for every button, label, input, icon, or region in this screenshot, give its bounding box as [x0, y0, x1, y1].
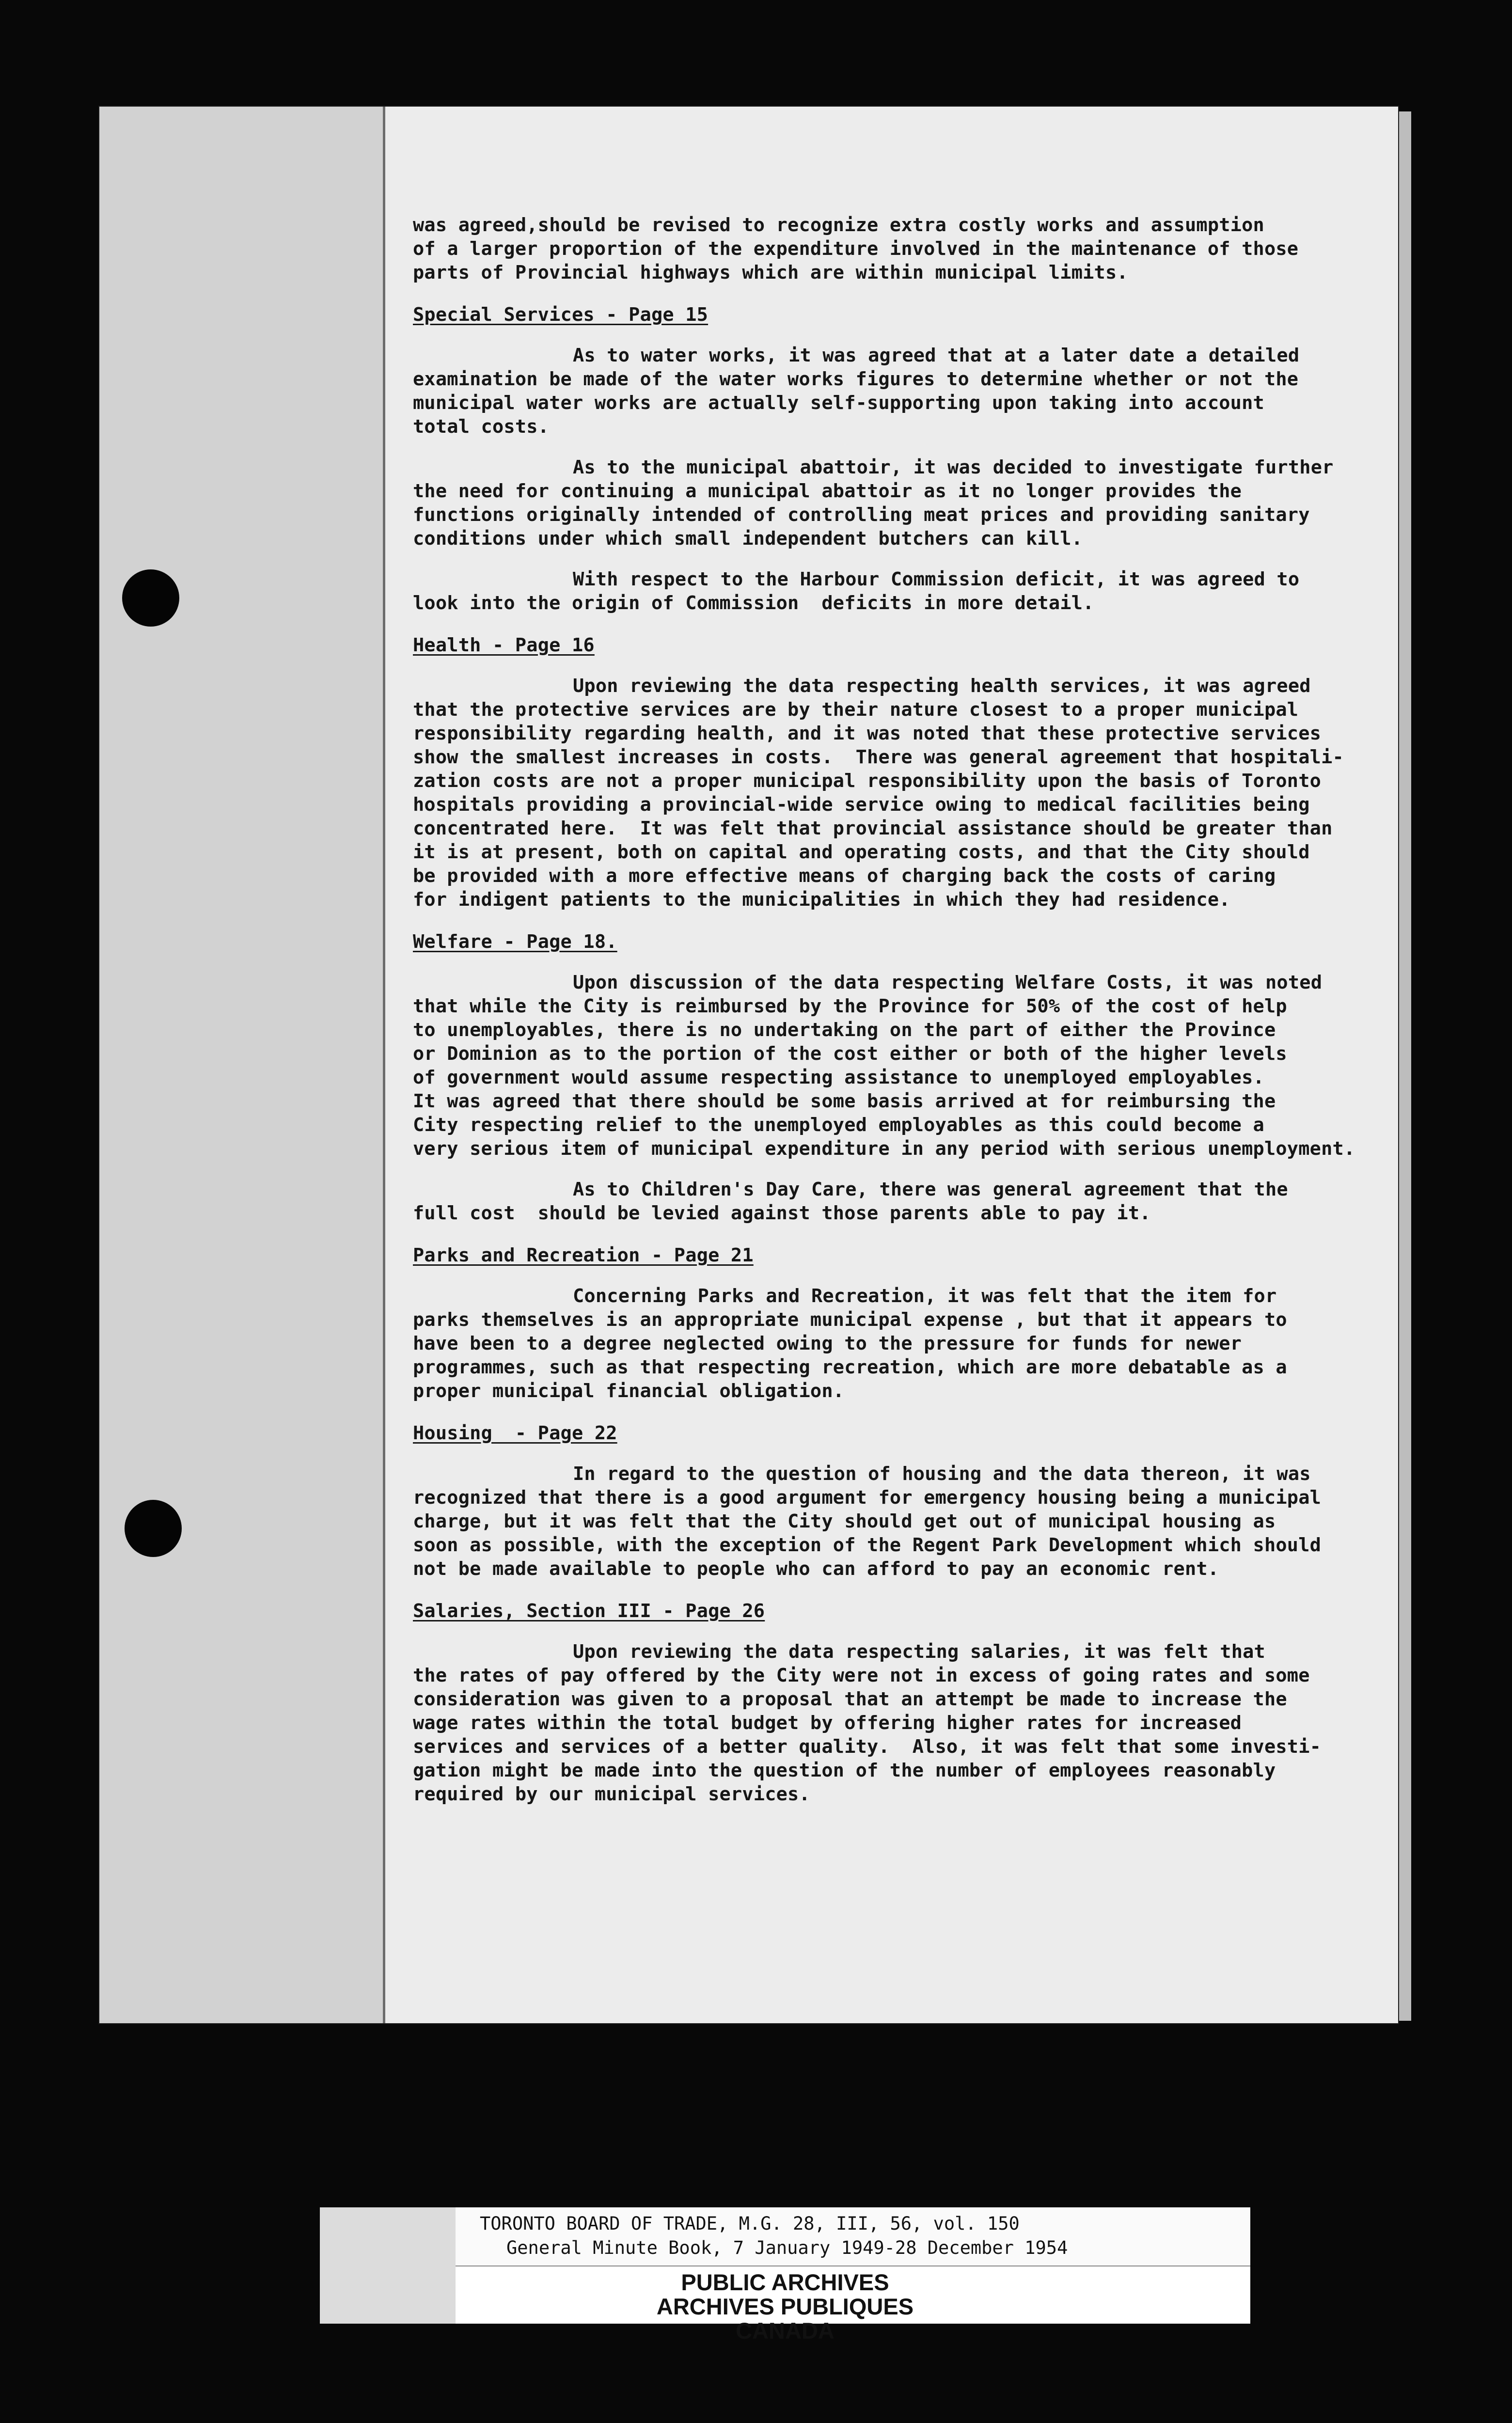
text-line: charge, but it was felt that the City should get out of municipal housing as [413, 1510, 1276, 1532]
text-line: proper municipal financial obligation. [413, 1380, 845, 1402]
section-heading: Health - Page 16 [413, 634, 595, 656]
paragraph [413, 567, 1382, 615]
text-line: for indigent patients to the municipalities in which they had residence. [413, 889, 1230, 911]
text-line: have been to a degree neglected owing to the pressure for funds for newer [413, 1333, 1242, 1354]
paragraph-gap [413, 1623, 1382, 1640]
text-line: Upon reviewing the data respecting health services, it was agreed [573, 675, 1311, 697]
paragraph-gap [413, 284, 1382, 303]
text-line: look into the origin of Commission deficits in more detail. [413, 592, 1094, 614]
paragraph-gap [413, 912, 1382, 930]
paragraph [413, 213, 1382, 284]
text-line: zation costs are not a proper municipal responsibility upon the basis of Toronto [413, 770, 1322, 792]
archive-stamp [320, 2270, 1250, 2343]
paragraph-gap [413, 615, 1382, 633]
text-line: Upon discussion of the data respecting Welfare Costs, it was noted [573, 972, 1323, 993]
archive-country: CANADA [736, 2318, 835, 2344]
text-line: wage rates within the total budget by offering higher rates for increased [413, 1712, 1242, 1734]
paragraph [413, 1640, 1382, 1806]
text-line: be provided with a more effective means of charging back the costs of caring [413, 865, 1276, 887]
text-line: very serious item of municipal expenditure in any period with serious unemployment. [413, 1138, 1355, 1160]
text-line: that while the City is reimbursed by the Province for 50% of the cost of help [413, 995, 1287, 1017]
volume-reference: General Minute Book, 7 January 1949-28 December 1954 [506, 2237, 1068, 2258]
text-line: It was agreed that there should be some basis arrived at for reimbursing the [413, 1090, 1276, 1112]
paragraph-gap [413, 1403, 1382, 1421]
paragraph [413, 1178, 1382, 1225]
text-line: With respect to the Harbour Commission deficit, it was agreed to [573, 568, 1300, 590]
text-line: total costs. [413, 416, 550, 438]
paragraph-gap [413, 954, 1382, 971]
section-heading: Welfare - Page 18. [413, 931, 617, 953]
paragraph [413, 1462, 1382, 1581]
text-line: show the smallest increases in costs. There was general agreement that hospitali- [413, 746, 1344, 768]
text-line: the rates of pay offered by the City were not in excess of going rates and some [413, 1665, 1310, 1686]
collection-reference: TORONTO BOARD OF TRADE, M.G. 28, III, 56, vol. 150 [480, 2213, 1020, 2234]
text-line: As to Children's Day Care, there was general agreement that the [573, 1179, 1288, 1200]
punch-hole-top [122, 569, 179, 627]
paragraph [413, 1284, 1382, 1403]
paragraph-gap [413, 1225, 1382, 1243]
text-line: to unemployables, there is no undertaking on the part of either the Province [413, 1019, 1276, 1041]
paragraph-gap [413, 657, 1382, 674]
text-line: programmes, such as that respecting recreation, which are more debatable as a [413, 1356, 1287, 1378]
paragraph-gap [413, 551, 1382, 567]
binding-margin [99, 107, 385, 2023]
archive-name-english: PUBLIC ARCHIVES [681, 2269, 889, 2295]
paragraph-gap [413, 439, 1382, 456]
text-line: As to the municipal abattoir, it was decided to investigate further [573, 456, 1334, 478]
text-line: parks themselves is an appropriate municipal expense , but that it appears to [413, 1309, 1287, 1331]
text-line: not be made available to people who can afford to pay an economic rent. [413, 1558, 1219, 1580]
text-line: of a larger proportion of the expenditure involved in the maintenance of those [413, 238, 1299, 260]
paragraph [413, 971, 1382, 1161]
text-line: of government would assume respecting assistance to unemployed employables. [413, 1067, 1264, 1088]
paragraph-gap [413, 1161, 1382, 1178]
punch-hole-bottom [125, 1500, 182, 1557]
text-line: In regard to the question of housing and the data thereon, it was [573, 1463, 1311, 1485]
text-line: recognized that there is a good argument for emergency housing being a municipal [413, 1487, 1322, 1509]
archive-label-card [320, 2207, 1250, 2344]
text-line: conditions under which small independent butchers can kill. [413, 528, 1083, 550]
text-line: it is at present, both on capital and operating costs, and that the City should [413, 841, 1310, 863]
text-line: the need for continuing a municipal abattoir as it no longer provides the [413, 480, 1242, 502]
text-line: full cost should be levied against those parents able to pay it. [413, 1202, 1151, 1224]
paragraph [413, 674, 1382, 912]
section-heading: Salaries, Section III - Page 26 [413, 1600, 765, 1622]
paragraph-gap [413, 1445, 1382, 1462]
text-line: required by our municipal services. [413, 1783, 810, 1805]
text-line: As to water works, it was agreed that at a later date a detailed [573, 345, 1300, 366]
text-line: Upon reviewing the data respecting salaries, it was felt that [573, 1641, 1265, 1663]
text-line: soon as possible, with the exception of the Regent Park Development which should [413, 1534, 1322, 1556]
paragraph [413, 344, 1382, 439]
text-line: or Dominion as to the portion of the cost either or both of the higher levels [413, 1043, 1287, 1065]
section-heading: Special Services - Page 15 [413, 304, 709, 326]
archive-name-french: ARCHIVES PUBLIQUES [656, 2294, 914, 2319]
text-line: hospitals providing a provincial-wide service owing to medical facilities being [413, 794, 1310, 816]
text-line: municipal water works are actually self-supporting upon taking into account [413, 392, 1264, 414]
text-line: concentrated here. It was felt that provincial assistance should be greater than [413, 818, 1333, 839]
text-line: Concerning Parks and Recreation, it was felt that the item for [573, 1285, 1277, 1307]
text-line: City respecting relief to the unemployed employables as this could become a [413, 1114, 1264, 1136]
text-line: that the protective services are by their nature closest to a proper municipal [413, 699, 1299, 721]
text-line: examination be made of the water works figures to determine whether or not the [413, 368, 1299, 390]
typewritten-minutes-text [413, 213, 1382, 1806]
text-line: was agreed,should be revised to recognize extra costly works and assumption [413, 214, 1264, 236]
section-heading: Housing - Page 22 [413, 1422, 617, 1444]
text-line: gation might be made into the question of the number of employees reasonably [413, 1760, 1276, 1781]
text-line: responsibility regarding health, and it was noted that these protective services [413, 723, 1322, 744]
text-line: consideration was given to a proposal that an attempt be made to increase the [413, 1688, 1287, 1710]
paragraph [413, 456, 1382, 551]
paragraph-gap [413, 1581, 1382, 1599]
paragraph-gap [413, 1267, 1382, 1284]
paragraph-gap [413, 327, 1382, 344]
section-heading: Parks and Recreation - Page 21 [413, 1244, 754, 1266]
binding-fold-line [383, 107, 385, 2023]
text-line: services and services of a better quality. Also, it was felt that some investi- [413, 1736, 1322, 1758]
text-line: parts of Provincial highways which are within municipal limits. [413, 262, 1128, 283]
text-line: functions originally intended of controlling meat prices and providing sanitary [413, 504, 1310, 526]
